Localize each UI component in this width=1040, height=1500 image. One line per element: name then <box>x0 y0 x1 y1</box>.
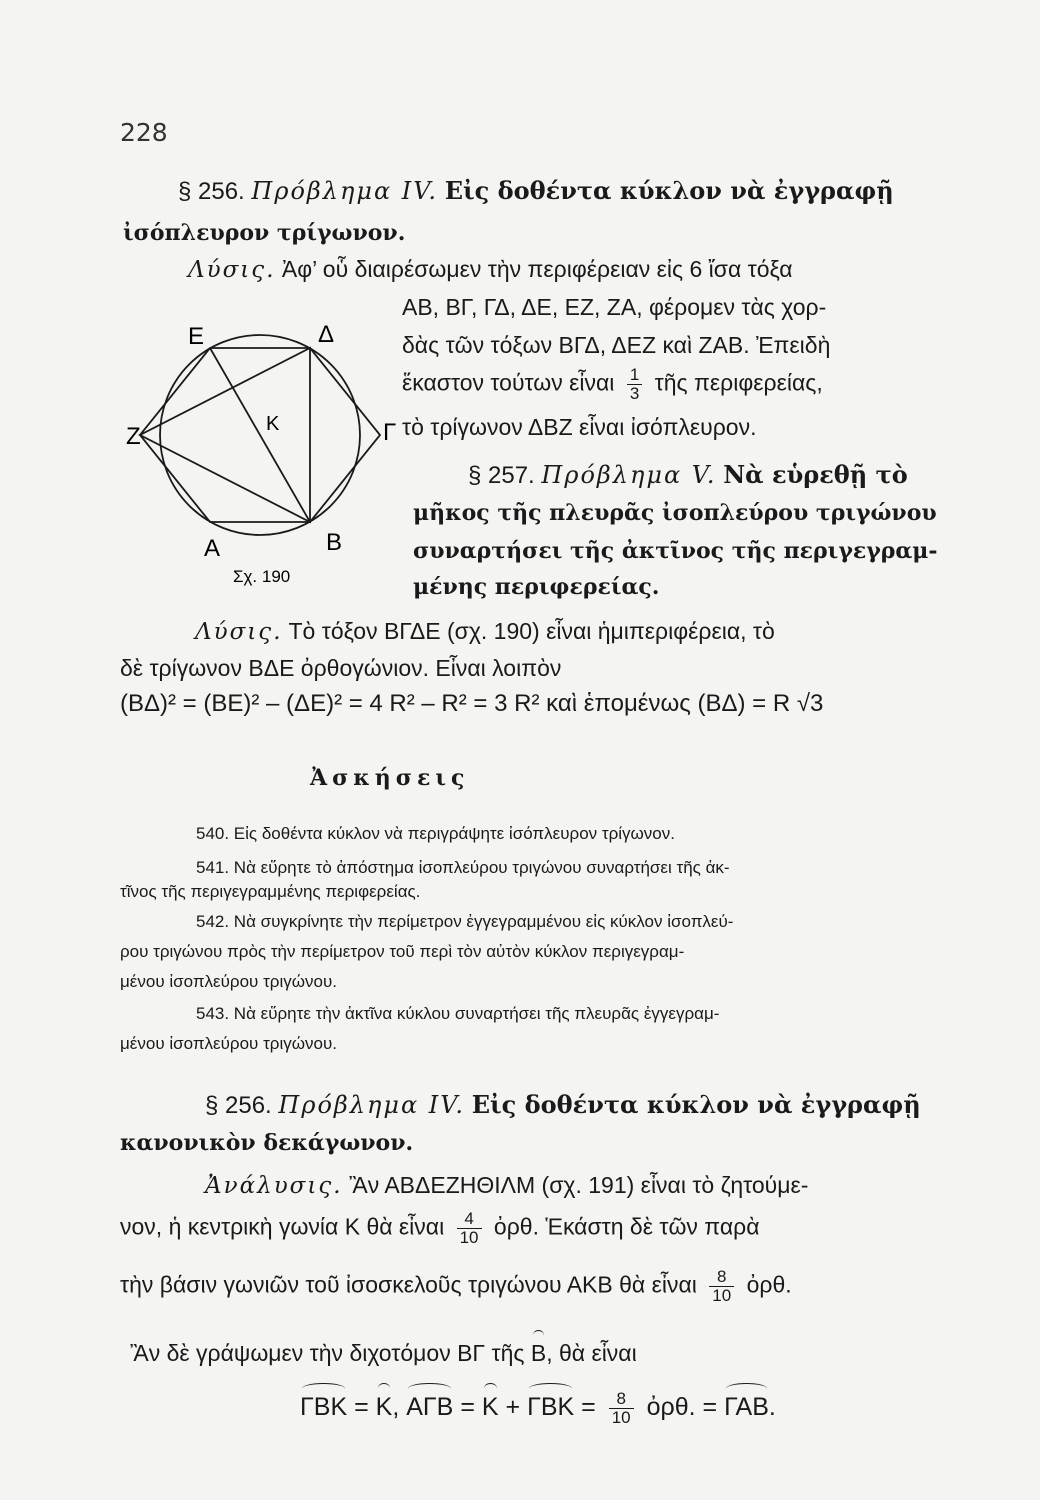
p256b-line-3: τὴν βάσιν γωνιῶν τοῦ ἰσοσκελοῦς τριγώνου ΑΚΒ θὰ εἶναι $\frac{8}{10}$ ὀρθ. <box>120 1267 792 1305</box>
problem-title: Εἰς δοθέντα κύκλον νὰ ἐγγραφῇ <box>444 176 894 205</box>
solution-line-2: ΑΒ, ΒΓ, ΓΔ, ΔΕ, ΕΖ, ΖΑ, φέρομεν τὰς χορ- <box>402 294 827 320</box>
fraction-8-10: $\frac{8}{10}$ <box>709 1268 734 1305</box>
lysis-label: Λύσις. <box>188 257 276 283</box>
exercise-542-a: 542. Νὰ συγκρίνητε τὴν περίμετρον ἐγγεγραμμένου εἰς κύκλον ἰσοπλεύ- <box>196 912 734 931</box>
section-256b-heading: § 256. Πρόβλημα IV. Εἰς δοθέντα κύκλον νὰ ἐγγραφῇ <box>205 1090 921 1119</box>
page-number: 228 <box>120 118 168 147</box>
section-number: § 256. <box>178 178 245 205</box>
solution-line-4: ἕκαστον τούτων εἶναι $\frac{1}{3}$ τῆς περιφερείας, <box>402 365 823 403</box>
solution-line-1: Λύσις. Ἀφ’ οὗ διαιρέσωμεν τὴν περιφέρειαν εἰς 6 ἴσα τόξα <box>188 256 793 283</box>
fraction-one-third: $\frac{1}{3}$ <box>627 366 642 403</box>
label-K: Κ <box>266 413 280 435</box>
angle-B-hat: Β <box>530 1340 547 1366</box>
figure-190 <box>128 300 408 600</box>
section-256-heading <box>178 176 894 206</box>
exercise-543-a: 543. Νὰ εὕρητε τὴν ἀκτῖνα κύκλου συναρτήσει τῆς πλευρᾶς ἐγγεγραμ- <box>196 1004 720 1023</box>
exercise-542-b: ρου τριγώνου πρὸς τὴν περίμετρον τοῦ περὶ τὸν αὐτὸν κύκλον περιγεγραμ- <box>120 942 685 961</box>
solution-line-5: τὸ τρίγωνον ΔΒΖ εἶναι ἰσόπλευρον. <box>402 414 757 440</box>
fraction-4-10: $\frac{4}{10}$ <box>457 1210 482 1247</box>
label-Z: Ζ <box>126 423 141 450</box>
exercise-543-b: μένου ἰσοπλεύρου τριγώνου. <box>120 1034 337 1053</box>
section-257-title-3: συναρτήσει τῆς ἀκτῖνος τῆς περιγεγραμ- <box>413 538 938 564</box>
p257-line-2: δὲ τρίγωνον ΒΔΕ ὀρθογώνιον. Εἶναι λοιπὸν <box>120 655 562 681</box>
p256b-line-2: νον, ἡ κεντρικὴ γωνία Κ θὰ εἶναι $\frac{4}{10}$ ὀρθ. Ἑκάστη δὲ τῶν παρὰ <box>120 1209 760 1247</box>
p256b-line-4: Ἂν δὲ γράψωμεν τὴν διχοτόμον ΒΓ τῆς Β, θὰ εἶναι <box>130 1340 637 1366</box>
section-257-title-2: μῆκος τῆς πλευρᾶς ἰσοπλεύρου τριγώνου <box>413 500 937 526</box>
section-256b-title: κανονικὸν δεκάγωνον. <box>120 1130 414 1156</box>
solution-line-3: δὰς τῶν τόξων ΒΓΔ, ΔΕΖ καὶ ΖΑΒ. Ἐπειδὴ <box>402 332 831 358</box>
exercises-heading: Ἀσκήσεις <box>310 765 470 791</box>
label-D: Δ <box>318 321 335 348</box>
exercise-541-a: 541. Νὰ εὕρητε τὸ ἀπόστημα ἰσοπλεύρου τριγώνου συναρτήσει τῆς ἀκ- <box>196 858 730 877</box>
p257-equation: (ΒΔ)² = (ΒΕ)² – (ΔΕ)² = 4 R² – R² = 3 R² καὶ ἑπομένως (ΒΔ) = R √3 <box>120 690 824 717</box>
fraction-eq-8-10: $\frac{8}{10}$ <box>609 1390 634 1427</box>
section-257-heading: § 257. Πρόβλημα V. Νὰ εὑρεθῇ τὸ <box>468 460 908 489</box>
figure-caption: Σχ. 190 <box>233 567 291 586</box>
label-A: Α <box>204 535 221 562</box>
section-257-title-4: μένης περιφερείας. <box>413 574 660 600</box>
problem-label: Πρόβλημα IV. <box>251 177 439 205</box>
p256b-line-1: Ἀνάλυσις. Ἂν ΑΒΔΕΖΗΘΙΛΜ (σχ. 191) εἶναι τὸ ζητούμε- <box>205 1172 809 1199</box>
label-G: Γ <box>383 419 397 446</box>
exercise-541-b: τῖνος τῆς περιγεγραμμένης περιφερείας. <box>120 882 421 901</box>
p257-line-1: Λύσις. Τὸ τόξον ΒΓΔΕ (σχ. 190) εἶναι ἡμιπεριφέρεια, τὸ <box>195 618 775 645</box>
label-E: Ε <box>188 323 205 350</box>
p256b-equation: ΓΒΚ = Κ, ΑΓΒ = Κ + ΓΒΚ = $\frac{8}{10}$ ὀρθ. = ΓΑΒ. <box>300 1389 776 1427</box>
label-B: Β <box>326 529 343 556</box>
problem-title-cont: ἰσόπλευρον τρίγωνον. <box>123 220 406 246</box>
exercise-540: 540. Εἰς δοθέντα κύκλον νὰ περιγράψητε ἰσόπλευρον τρίγωνον. <box>196 824 675 843</box>
exercise-542-c: μένου ἰσοπλεύρου τριγώνου. <box>120 972 337 991</box>
